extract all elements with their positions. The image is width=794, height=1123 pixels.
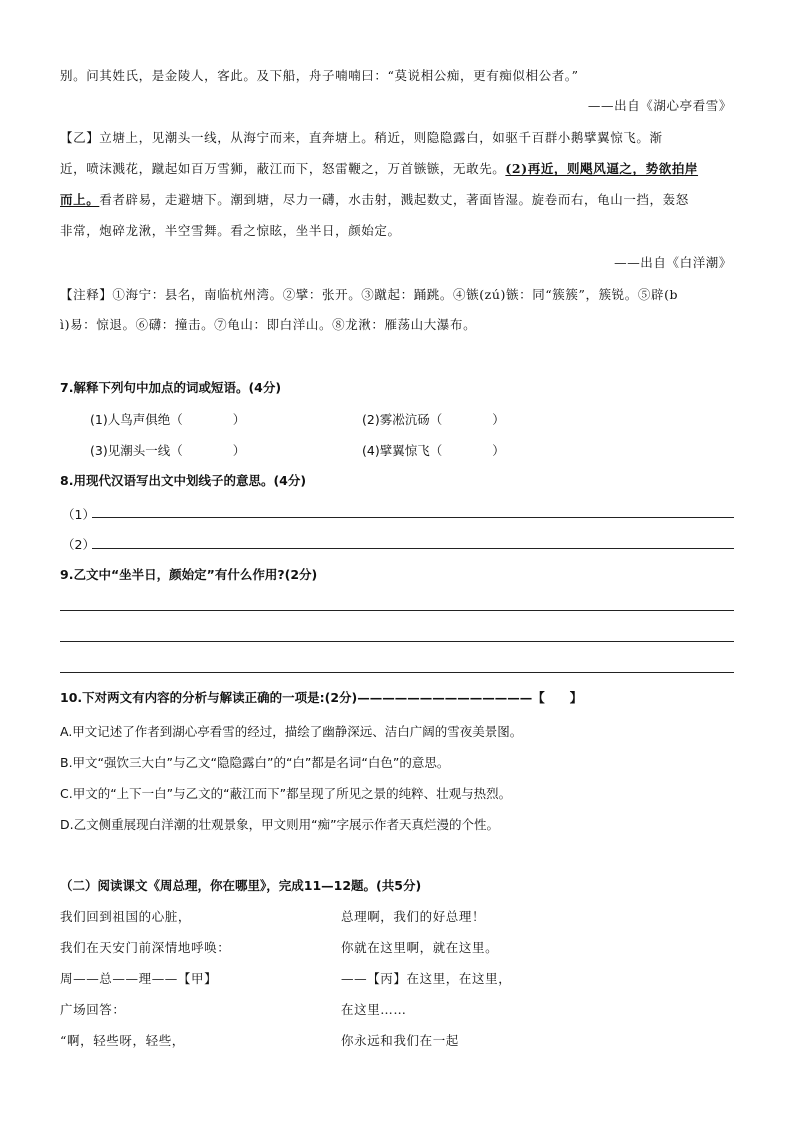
q10-title: 10.下对两文有内容的分析与解读正确的一项是:(2分)——————————————【 】: [60, 690, 583, 705]
poem-left-line-2: 我们在天安门前深情地呼唤：: [60, 940, 231, 955]
poem-right-line-3: ——【丙】在这里，在这里，: [341, 971, 512, 986]
passage-yi-line-3: [60, 192, 689, 208]
q9-title: 9.乙文中“坐半日，颜始定”有什么作用?(2分): [60, 567, 318, 582]
poem-right-line-4: 在这里……: [341, 1002, 407, 1017]
notes-line-1: 【注释】①海宁：县名，南临杭州湾。②擘：张开。③蹴起：踊跳。④镞(zú)镞：同“簇簇”，簇锐。⑤辟(b: [60, 287, 679, 302]
section-2-title: （二）阅读课文《周总理，你在哪里》，完成11—12题。(共5分): [60, 878, 422, 893]
q7-item-1: (1)人鸟声俱绝（ ）: [90, 412, 246, 427]
q10-option-b: B.甲文“强饮三大白”与乙文“隐隐露白”的“白”都是名词“白色”的意思。: [60, 755, 450, 770]
passage-yi-line-4: 非常，炮碎龙湫，半空雪舞。看之惊眩，坐半日，颜始定。: [60, 223, 401, 238]
poem-left-line-4: 广场回答：: [60, 1002, 126, 1017]
underlined-sentence-2a: (2)再近，则飓风逼之，势欲拍岸: [505, 161, 699, 176]
q8-line-2-label: （2）: [62, 537, 95, 552]
poem-right-line-2: 你就在这里啊，就在这里。: [341, 940, 499, 955]
underlined-sentence-2b: 而上。: [60, 192, 100, 207]
q10-option-d: D.乙文侧重展现白洋潮的壮观景象，甲文则用“痴”字展示作者天真烂漫的个性。: [60, 817, 500, 832]
q8-line-1-label: （1）: [62, 507, 95, 522]
poem-left-line-1: 我们回到祖国的心脏，: [60, 909, 192, 924]
q7-item-3: (3)见潮头一线（ ）: [90, 443, 246, 458]
q8-title: 8.用现代汉语写出文中划线子的意思。(4分): [60, 473, 307, 488]
poem-left-line-5: “啊，轻些呀，轻些，: [60, 1033, 185, 1048]
q7-item-2: (2)雾凇沆砀（ ）: [362, 412, 505, 427]
passage-yi-line-2-text: 近，喷沫溅花，蹴起如百万雪狮，蔽江而下，怒雷鞭之，万首镞镞，无敢先。: [60, 161, 506, 176]
q9-answer-line-3[interactable]: [60, 672, 734, 673]
q8-answer-line-1[interactable]: [92, 517, 734, 518]
passage-yi-source: ——出自《白洋潮》: [614, 255, 732, 270]
passage-yi-line-3-text: 看者辟易，走避塘下。潮到塘，尽力一礴，水击射，溅起数丈，著面皆湿。旋卷而右，龟山一挡，轰怒: [99, 192, 689, 207]
q10-option-a: A.甲文记述了作者到湖心亭看雪的经过，描绘了幽静深远、洁白广阔的雪夜美景图。: [60, 724, 523, 739]
passage-jia-source: ——出自《湖心亭看雪》: [587, 98, 732, 113]
q7-item-4: (4)擘翼惊飞（ ）: [362, 443, 505, 458]
q8-answer-line-2[interactable]: [92, 548, 734, 549]
poem-right-line-5: 你永远和我们在一起: [341, 1033, 459, 1048]
q10-option-c: C.甲文的“上下一白”与乙文的“蔽江而下”都呈现了所见之景的纯粹、壮观与热烈。: [60, 786, 512, 801]
q7-title: 7.解释下列句中加点的词或短语。(4分): [60, 380, 282, 395]
notes-line-2: ì)易：惊退。⑥礴：撞击。⑦龟山：即白洋山。⑧龙湫：雁荡山大瀑布。: [60, 317, 477, 332]
poem-left-line-3: 周——总——理——【甲】: [60, 971, 218, 986]
q9-answer-line-2[interactable]: [60, 641, 734, 642]
poem-right-line-1: 总理啊，我们的好总理！: [341, 909, 486, 924]
passage-yi-line-1: 【乙】立塘上，见潮头一线，从海宁而来，直奔塘上。稍近，则隐隐露白，如驱千百群小鹅擘翼惊飞。渐: [60, 130, 663, 145]
passage-yi-line-2: [60, 161, 698, 177]
q9-answer-line-1[interactable]: [60, 610, 734, 611]
passage-jia-line-1: 别。问其姓氏，是金陵人，客此。及下船，舟子喃喃曰：“莫说相公痴，更有痴似相公者。”: [60, 68, 579, 83]
